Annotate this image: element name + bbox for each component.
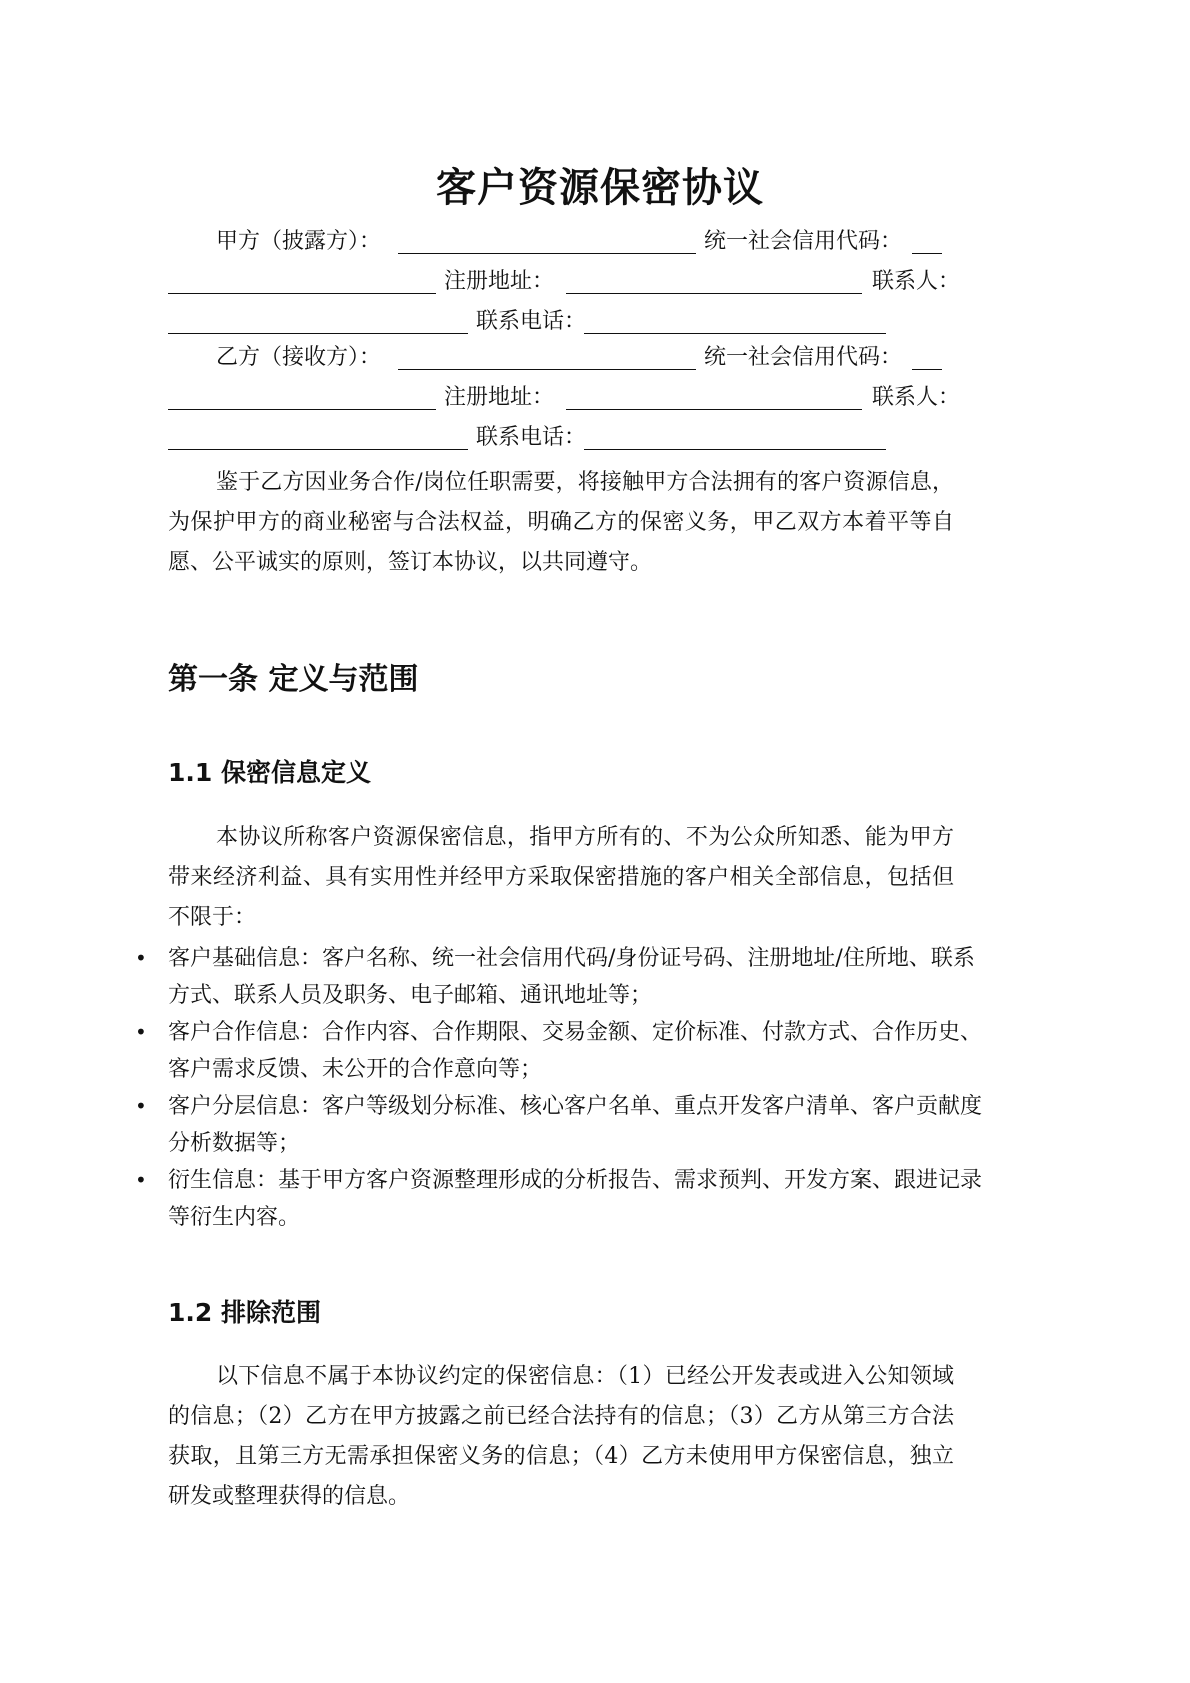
party-b-line-3	[180, 418, 1020, 458]
party-a-contact-label: 联系人：	[872, 269, 961, 294]
party-a-contact-blank	[168, 302, 468, 342]
party-b-line-2	[180, 378, 1020, 418]
party-b-block	[180, 338, 1020, 458]
party-b-phone-label: 联系电话：	[476, 425, 587, 450]
party-b-credit-blank-start	[912, 338, 942, 378]
party-a-name-label: 甲方（披露方）：	[216, 229, 382, 254]
section-1-1-heading: 1.1 保密信息定义	[168, 758, 371, 787]
party-a-phone-label: 联系电话：	[476, 309, 587, 334]
party-a-credit-label: 统一社会信用代码：	[704, 229, 903, 254]
confidential-info-list	[168, 940, 990, 1236]
article-1-heading: 第一条 定义与范围	[168, 662, 419, 697]
list-item: • 客户合作信息：合作内容、合作期限、交易金额、定价标准、付款方式、合作历史、客户需求反馈、未公开的合作意向等；	[168, 1014, 990, 1088]
party-a-address-label: 注册地址：	[444, 269, 555, 294]
section-1-2-text: 以下信息不属于本协议约定的保密信息：（1）已经公开发表或进入公知领域的信息；（2）乙方在甲方披露之前已经合法持有的信息；（3）乙方从第三方合法获取，且第三方无需承担保密义务的信息；（4）乙方未使用甲方保密信息，独立研发或整理获得的信息。	[168, 1364, 954, 1509]
party-a-address-blank	[566, 262, 862, 302]
party-b-address-blank	[566, 378, 862, 418]
party-b-line-1	[180, 338, 1020, 378]
party-a-name-blank	[398, 222, 696, 262]
party-a-credit-blank-start	[912, 222, 942, 262]
party-b-address-label: 注册地址：	[444, 385, 555, 410]
section-1-1-intro: 本协议所称客户资源保密信息，指甲方所有的、不为公众所知悉、能为甲方带来经济利益、具有实用性并经甲方采取保密措施的客户相关全部信息，包括但不限于：	[168, 825, 954, 930]
preamble-paragraph: 鉴于乙方因业务合作/岗位任职需要，将接触甲方合法拥有的客户资源信息，为保护甲方的商业秘密与合法权益，明确乙方的保密义务，甲乙双方本着平等自愿、公平诚实的原则，签订本协议，以共同遵守。	[168, 470, 954, 575]
party-a-line-2	[180, 262, 1020, 302]
party-a-phone-blank	[584, 302, 886, 342]
party-a-line-3	[180, 302, 1020, 342]
party-b-name-label: 乙方（接收方）：	[216, 345, 382, 370]
party-b-contact-label: 联系人：	[872, 385, 961, 410]
party-a-block	[180, 222, 1020, 342]
list-item: • 客户分层信息：客户等级划分标准、核心客户名单、重点开发客户清单、客户贡献度分析数据等；	[168, 1088, 990, 1162]
party-b-credit-blank-end	[168, 378, 436, 418]
party-b-name-blank	[398, 338, 696, 378]
party-b-phone-blank	[584, 418, 886, 458]
party-b-contact-blank	[168, 418, 468, 458]
list-item: • 衍生信息：基于甲方客户资源整理形成的分析报告、需求预判、开发方案、跟进记录等衍生内容。	[168, 1162, 990, 1236]
party-a-credit-blank-end	[168, 262, 436, 302]
document-page	[168, 0, 1020, 1683]
party-b-credit-label: 统一社会信用代码：	[704, 345, 903, 370]
document-title: 客户资源保密协议	[436, 165, 764, 211]
party-a-line-1	[180, 222, 1020, 262]
section-1-2-heading: 1.2 排除范围	[168, 1298, 321, 1327]
list-item: • 客户基础信息：客户名称、统一社会信用代码/身份证号码、注册地址/住所地、联系方式、联系人员及职务、电子邮箱、通讯地址等；	[168, 940, 990, 1014]
